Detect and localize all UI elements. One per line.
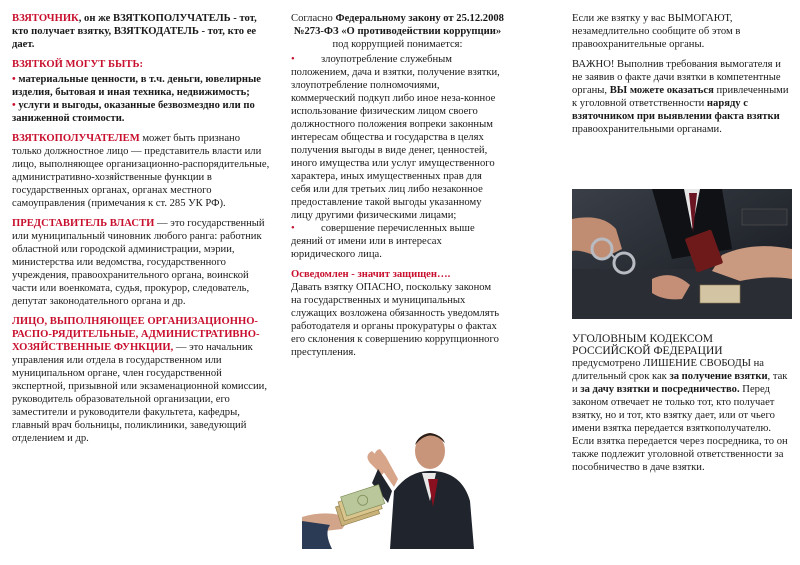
can-be-item: • услуги и выгоды, оказанные безвозмездно или по заниженной стоимости. [12,100,255,124]
important-paragraph: ВАЖНО! Выполнив требования вымогателя и не заявив о факте дачи взятки в компетентные органы, ВЫ можете оказаться привлеченными к уголовной ответственности наряду с взяточником при выявлении факта взятки правоохранительными органами. [572,59,789,135]
can-be-list [12,73,270,125]
column-definitions [12,12,270,452]
bullet-icon: • [12,100,16,111]
column-warning [572,12,790,473]
extortion-paragraph: Если же взятку у вас ВЫМОГАЮТ, незамедлительно сообщите об этом в правоохранительные органы. [572,13,741,50]
criminal-code-paragraph: предусмотрено ЛИШЕНИЕ СВОБОДЫ на длительный срок как за получение взятки, так и за дачу взятки и посредничество. Перед законом отвечает не только тот, кто получает взятку, но и тот, кто взятку дает, или от чьего имени взятка передается взяткополучателю. Если взятка передается через посредника, то он также подлежит уголовной ответственности за пособничество в даче взятки. [572,358,788,473]
bullet-icon: • [12,74,16,85]
official-paragraph: ЛИЦО, ВЫПОЛНЯЮЩЕЕ ОРГАНИЗАЦИОННО-РАСПО-РЯДИТЕЛЬНЫЕ, АДМИНИСТРАТИВНО-ХОЗЯЙСТВЕННЫЕ ФУНКЦИИ, — это начальник управления или отдела в государственном или муниципальном органе, член государственной экспертной, призывной или экзаменационной комиссии, руководитель образовательной организации, его заместители и руководители факультета, кафедры, главный врач больницы, поликлиники, заведующий отделением и др. [12,316,267,444]
criminal-code-block [572,333,790,481]
can-be-heading: ВЗЯТКОЙ МОГУТ БЫТЬ: [12,59,143,70]
intro-paragraph: ВЗЯТОЧНИК, он же ВЗЯТКОПОЛУЧАТЕЛЬ - тот, кто получает взятку, ВЗЯТКОДАТЕЛЬ - тот, кто ее дает. [12,13,257,50]
bullet-icon: • [291,54,295,65]
recipient-paragraph: ВЗЯТКОПОЛУЧАТЕЛЕМ может быть признано только должностное лицо — представитель власти или лицо, выполняющее организационно-распорядительные, административно-хозяйственные функции в государственных органах, органах местного самоуправления (примечания к ст. 285 УК РФ). [12,133,270,209]
handcuffs-bribe-photo [572,189,792,319]
law-intro: Согласно Федеральному закону от 25.12.2008 №273-ФЗ «О противодействии коррупции» под коррупцией понимается: [291,13,504,50]
can-be-item: • материальные ценности, в т.ч. деньги, ювелирные изделия, бытовая и иная техника, недвижимость; [12,74,261,98]
authority-paragraph: ПРЕДСТАВИТЕЛЬ ВЛАСТИ — это государственный или муниципальный чиновник любого ранга: работник областной или городской администрации, мэрии, министерства или ведомства, государственного учреждения, правоохранительного органа, воинской части или военкомата, судья, прокурор, следователь, депутат законодательного органа и др. [12,218,265,307]
bullet-icon: • [291,223,295,234]
bribe-refusal-photo [302,421,502,549]
warned-paragraph: Давать взятку ОПАСНО, поскольку законом на государственных и муниципальных служащих возложена обязанность уведомлять работодателя и органы прокуратуры о фактах его склонения к совершению коррупционного преступления. [291,282,500,358]
warned-heading: Осведомлен - значит защищен…. [291,269,451,280]
law-item: • злоупотребление служебным положением, дача и взятки, получение взятки, злоупотребление полномочиями, коммерческий подкуп либо иное неза-конное использование физическим лицом своего должностного положения вопреки законным интересам общества и государства в целях получения выгоды в виде денег, ценностей, иного имущества или услуг имущественного характера, иных имущественных прав для себя или для третьих лиц либо незаконное предоставление такой выгоды указанному лицу другими физическими лицами; [291,54,500,221]
criminal-code-title: УГОЛОВНЫМ КОДЕКСОМ РОССИЙСКОЙ ФЕДЕРАЦИИ [572,333,723,357]
law-item: • совершение перечисленных выше деяний от имени или в интересах юридического лица. [291,223,475,260]
column-law [291,12,504,366]
